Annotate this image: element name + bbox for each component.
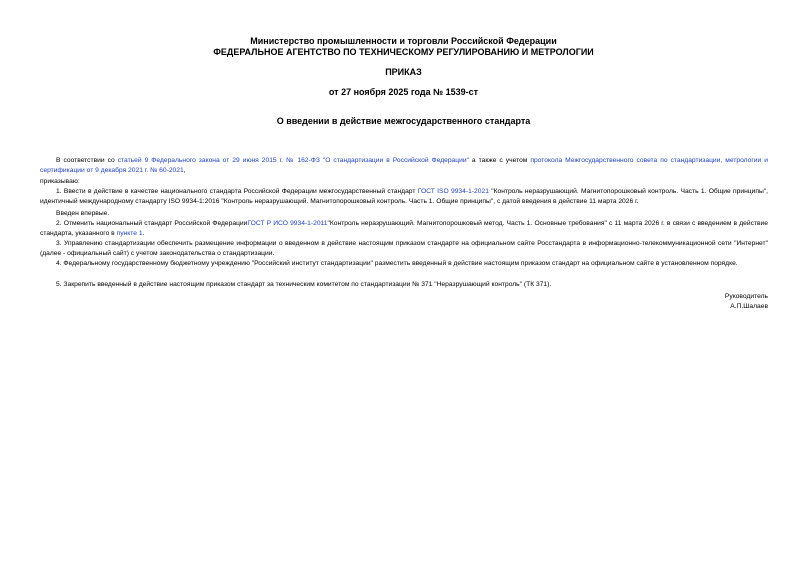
ministry-heading: Министерство промышленности и торговли Российской Федерации — [250, 36, 557, 46]
document-type-title: ПРИКАЗ — [385, 67, 422, 77]
gost-iso-link[interactable]: ГОСТ ISO 9934-1-2021 — [417, 188, 489, 195]
item4-text: 4. Федеральному государственному бюджетному учреждению "Российский институт стандартизации" разместить введенный в действие настоящим приказом стандарт на официальном сайте в установленном порядке. — [56, 260, 738, 267]
protocol-link[interactable]: протокола Межгосударственного совета по стандартизации, метрологии и сертификации от 9 декабря 2021 г. № 60-2021 — [40, 157, 768, 174]
order-item-1 — [40, 187, 768, 207]
order-statement: приказываю: — [40, 178, 80, 185]
federal-law-link[interactable]: статьей 9 Федерального закона от 29 июня 2015 г. № 162-ФЗ "О стандартизации в Российской Федерации" — [117, 157, 469, 164]
order-item-4 — [40, 259, 768, 269]
item1-text-1: 1. Ввести в действие в качестве национального стандарта Российской Федерации межгосударственный стандарт — [56, 188, 418, 195]
intro-paragraph — [40, 156, 768, 176]
item2-text-2: "Контроль неразрушающий. Магнитопорошковый метод. Часть 1. Основные требования" с 11 марта 2026 г. в связи с введением в действие стандарта, указанного в — [40, 220, 768, 237]
item3-text: 3. Управлению стандартизации обеспечить размещение информации о введенном в действие настоящим приказом стандарте на официальном сайте Росстандарта в информационно-телекоммуникационной сети "Интернет" (далее - официальный сайт) с учетом законодательства о стандартизации. — [40, 240, 768, 257]
introduced-first-note — [40, 209, 768, 219]
item2-text-1: 2. Отменить национальный стандарт Российской Федерации — [56, 220, 248, 227]
item1-reference-link[interactable]: пункте 1 — [116, 230, 143, 237]
signatory-name: А.П.Шалаев — [730, 303, 768, 310]
gost-r-iso-link[interactable]: ГОСТ Р ИСО 9934-1-2011 — [247, 220, 328, 227]
order-item-3 — [40, 239, 768, 259]
item1-text-2: "Контроль неразрушающий. Магнитопорошковый контроль. Часть 1. Общие принципы", идентичный международному стандарту ISO 9934-1:2016 "Контроль неразрушающий. Магнитопорошковый контроль. Часть 1. Общие принципы", с датой введения в действие 11 марта 2026 г. — [40, 188, 768, 205]
document-subject: О введении в действие межгосударственного стандарта — [276, 116, 531, 126]
intro-text-2: а также с учетом — [468, 157, 531, 164]
item5-text: 5. Закрепить введенный в действие настоящим приказом стандарт за техническим комитетом по стандартизации № 371 "Неразрушающий контроль" (ТК 371). — [56, 281, 552, 288]
introduced-first-text: Введен впервые. — [56, 210, 110, 217]
order-item-2 — [40, 219, 768, 239]
document-date-number: от 27 ноября 2025 года № 1539-ст — [328, 87, 479, 97]
item2-text-3: . — [142, 230, 145, 237]
order-item-5 — [40, 280, 768, 290]
agency-heading: ФЕДЕРАЛЬНОЕ АГЕНТСТВО ПО ТЕХНИЧЕСКОМУ РЕГУЛИРОВАНИЮ И МЕТРОЛОГИИ — [213, 47, 594, 57]
signatory-role: Руководитель — [724, 293, 768, 300]
intro-text-1: В соответствии со — [56, 157, 118, 164]
intro-text-3: , — [183, 167, 186, 174]
